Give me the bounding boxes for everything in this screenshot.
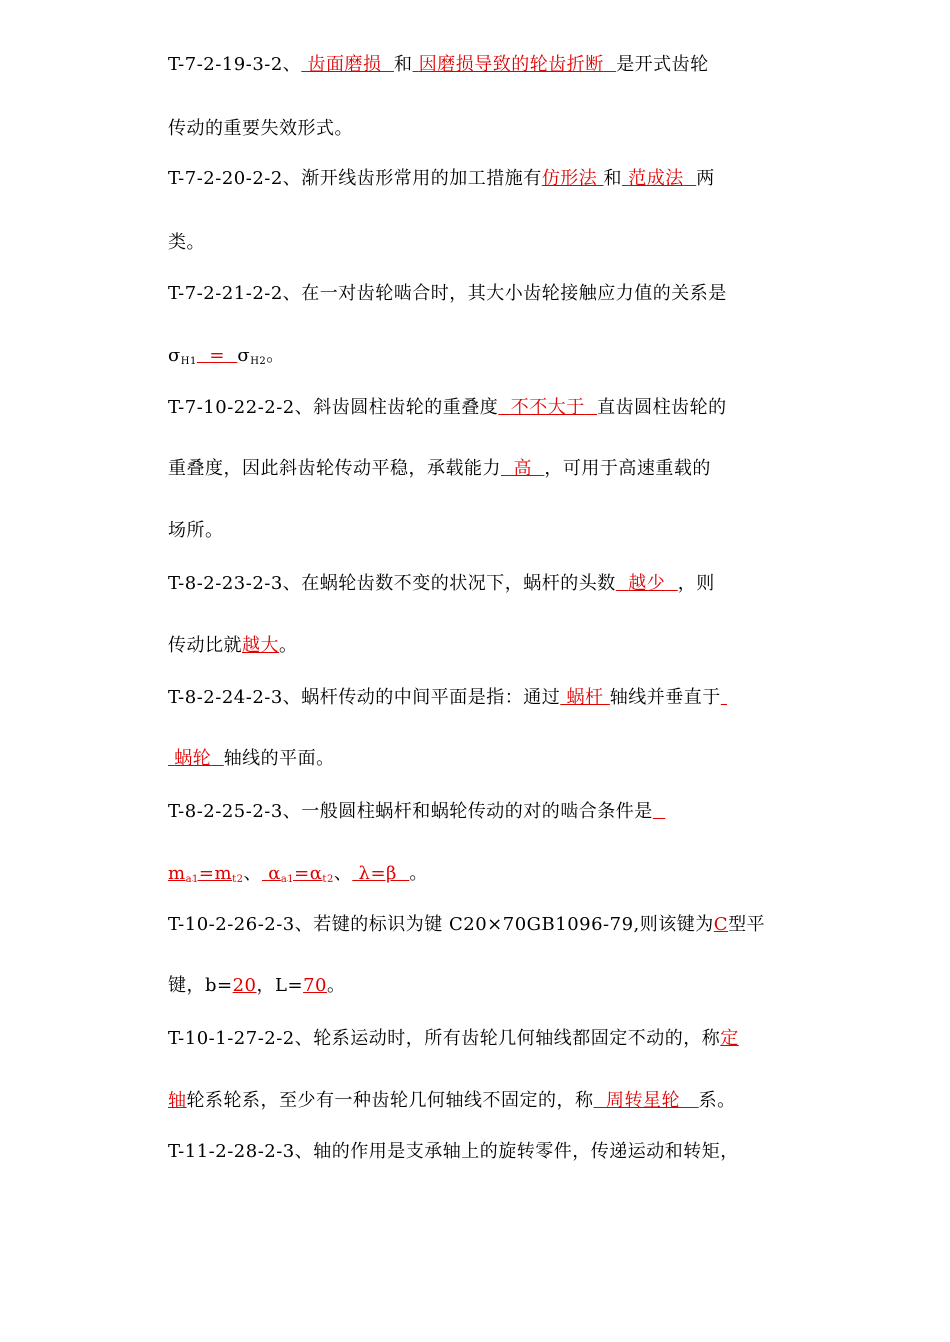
answer-20-b: 范成法 bbox=[628, 168, 684, 189]
question-21-line-2: $\sigma_{H1} = \sigma_{H2}$。 bbox=[168, 345, 285, 367]
question-19-line-2: 传动的重要失效形式。 bbox=[168, 118, 353, 139]
answer-24-a: 蜗杆 bbox=[566, 687, 604, 708]
answer-20-a: 仿形法 bbox=[541, 168, 598, 189]
question-24-line-1: T-8-2-24-2-3、蜗杆传动的中间平面是指：通过 蜗杆 轴线并垂直于 bbox=[168, 687, 721, 708]
question-22-line-2: 重叠度，因此斜齿轮传动平稳，承载能力 高 ，可用于高速重载的 bbox=[168, 458, 711, 479]
answer-19-b: 因磨损导致的轮齿折断 bbox=[418, 54, 604, 75]
answer-19-a: 齿面磨损 bbox=[307, 54, 382, 75]
answer-22-a: 不不大于 bbox=[510, 397, 585, 418]
question-24-line-2: 蜗轮 轴线的平面。 bbox=[174, 748, 335, 769]
answer-25-c: λ=β bbox=[358, 863, 397, 884]
question-25-line-1: T-8-2-25-2-3、一般圆柱蜗杆和蜗轮传动的对的啮合条件是 bbox=[168, 801, 653, 822]
question-20-line-2: 类。 bbox=[168, 232, 205, 253]
answer-26-a: C bbox=[713, 914, 729, 935]
answer-24-b: 蜗轮 bbox=[174, 748, 212, 769]
question-22-line-1: T-7-10-22-2-2、斜齿圆柱齿轮的重叠度 不不大于 直齿圆柱齿轮的 bbox=[168, 397, 727, 418]
answer-26-b: 20 bbox=[232, 975, 257, 996]
question-19-line-1: T-7-2-19-3-2、 齿面磨损 和 因磨损导致的轮齿折断 是开式齿轮 bbox=[168, 54, 709, 75]
question-20-line-1: T-7-2-20-2-2、渐开线齿形常用的加工措施有仿形法 和 范成法 两 bbox=[168, 168, 715, 189]
answer-27-a-part2: 轴 bbox=[168, 1090, 187, 1111]
question-23-line-1: T-8-2-23-2-3、在蜗轮齿数不变的状况下，蜗杆的头数 越少 ，则 bbox=[168, 573, 715, 594]
question-21-line-1: T-7-2-21-2-2、在一对齿轮啮合时，其大小齿轮接触应力值的关系是 bbox=[168, 283, 727, 304]
question-27-line-2: 轴轮系轮系，至少有一种齿轮几何轴线不固定的，称 周转星轮 系。 bbox=[168, 1090, 736, 1111]
answer-23-a: 越少 bbox=[628, 573, 666, 594]
answer-25-b: $\alpha_{a1}=\alpha_{t2}$ bbox=[268, 863, 334, 885]
question-26-line-1: T-10-2-26-2-3、若键的标识为键 C20×70GB1096-79,则该键为C型平 bbox=[168, 914, 766, 935]
answer-27-a-part1: 定 bbox=[720, 1028, 739, 1049]
question-25-line-2: $m_{a1}=m_{t2}$、 $\alpha_{a1}=\alpha_{t2}$、 λ=β 。 bbox=[168, 863, 428, 885]
answer-22-b: 高 bbox=[513, 458, 532, 479]
answer-23-b: 越大 bbox=[242, 635, 279, 656]
question-26-line-2: 键，b=20，L=70。 bbox=[168, 975, 346, 996]
answer-26-c: 70 bbox=[303, 975, 327, 996]
answer-25-a: $m_{a1}=m_{t2}$ bbox=[168, 863, 244, 885]
question-22-line-3: 场所。 bbox=[168, 520, 224, 541]
question-23-line-2: 传动比就越大。 bbox=[168, 635, 298, 656]
question-27-line-1: T-10-1-27-2-2、轮系运动时，所有齿轮几何轴线都固定不动的，称定 bbox=[168, 1028, 739, 1049]
answer-21: = bbox=[209, 345, 225, 366]
question-28-line-1: T-11-2-28-2-3、轴的作用是支承轴上的旋转零件，传递运动和转矩， bbox=[168, 1141, 739, 1162]
answer-27-b: 周转星轮 bbox=[605, 1090, 680, 1111]
